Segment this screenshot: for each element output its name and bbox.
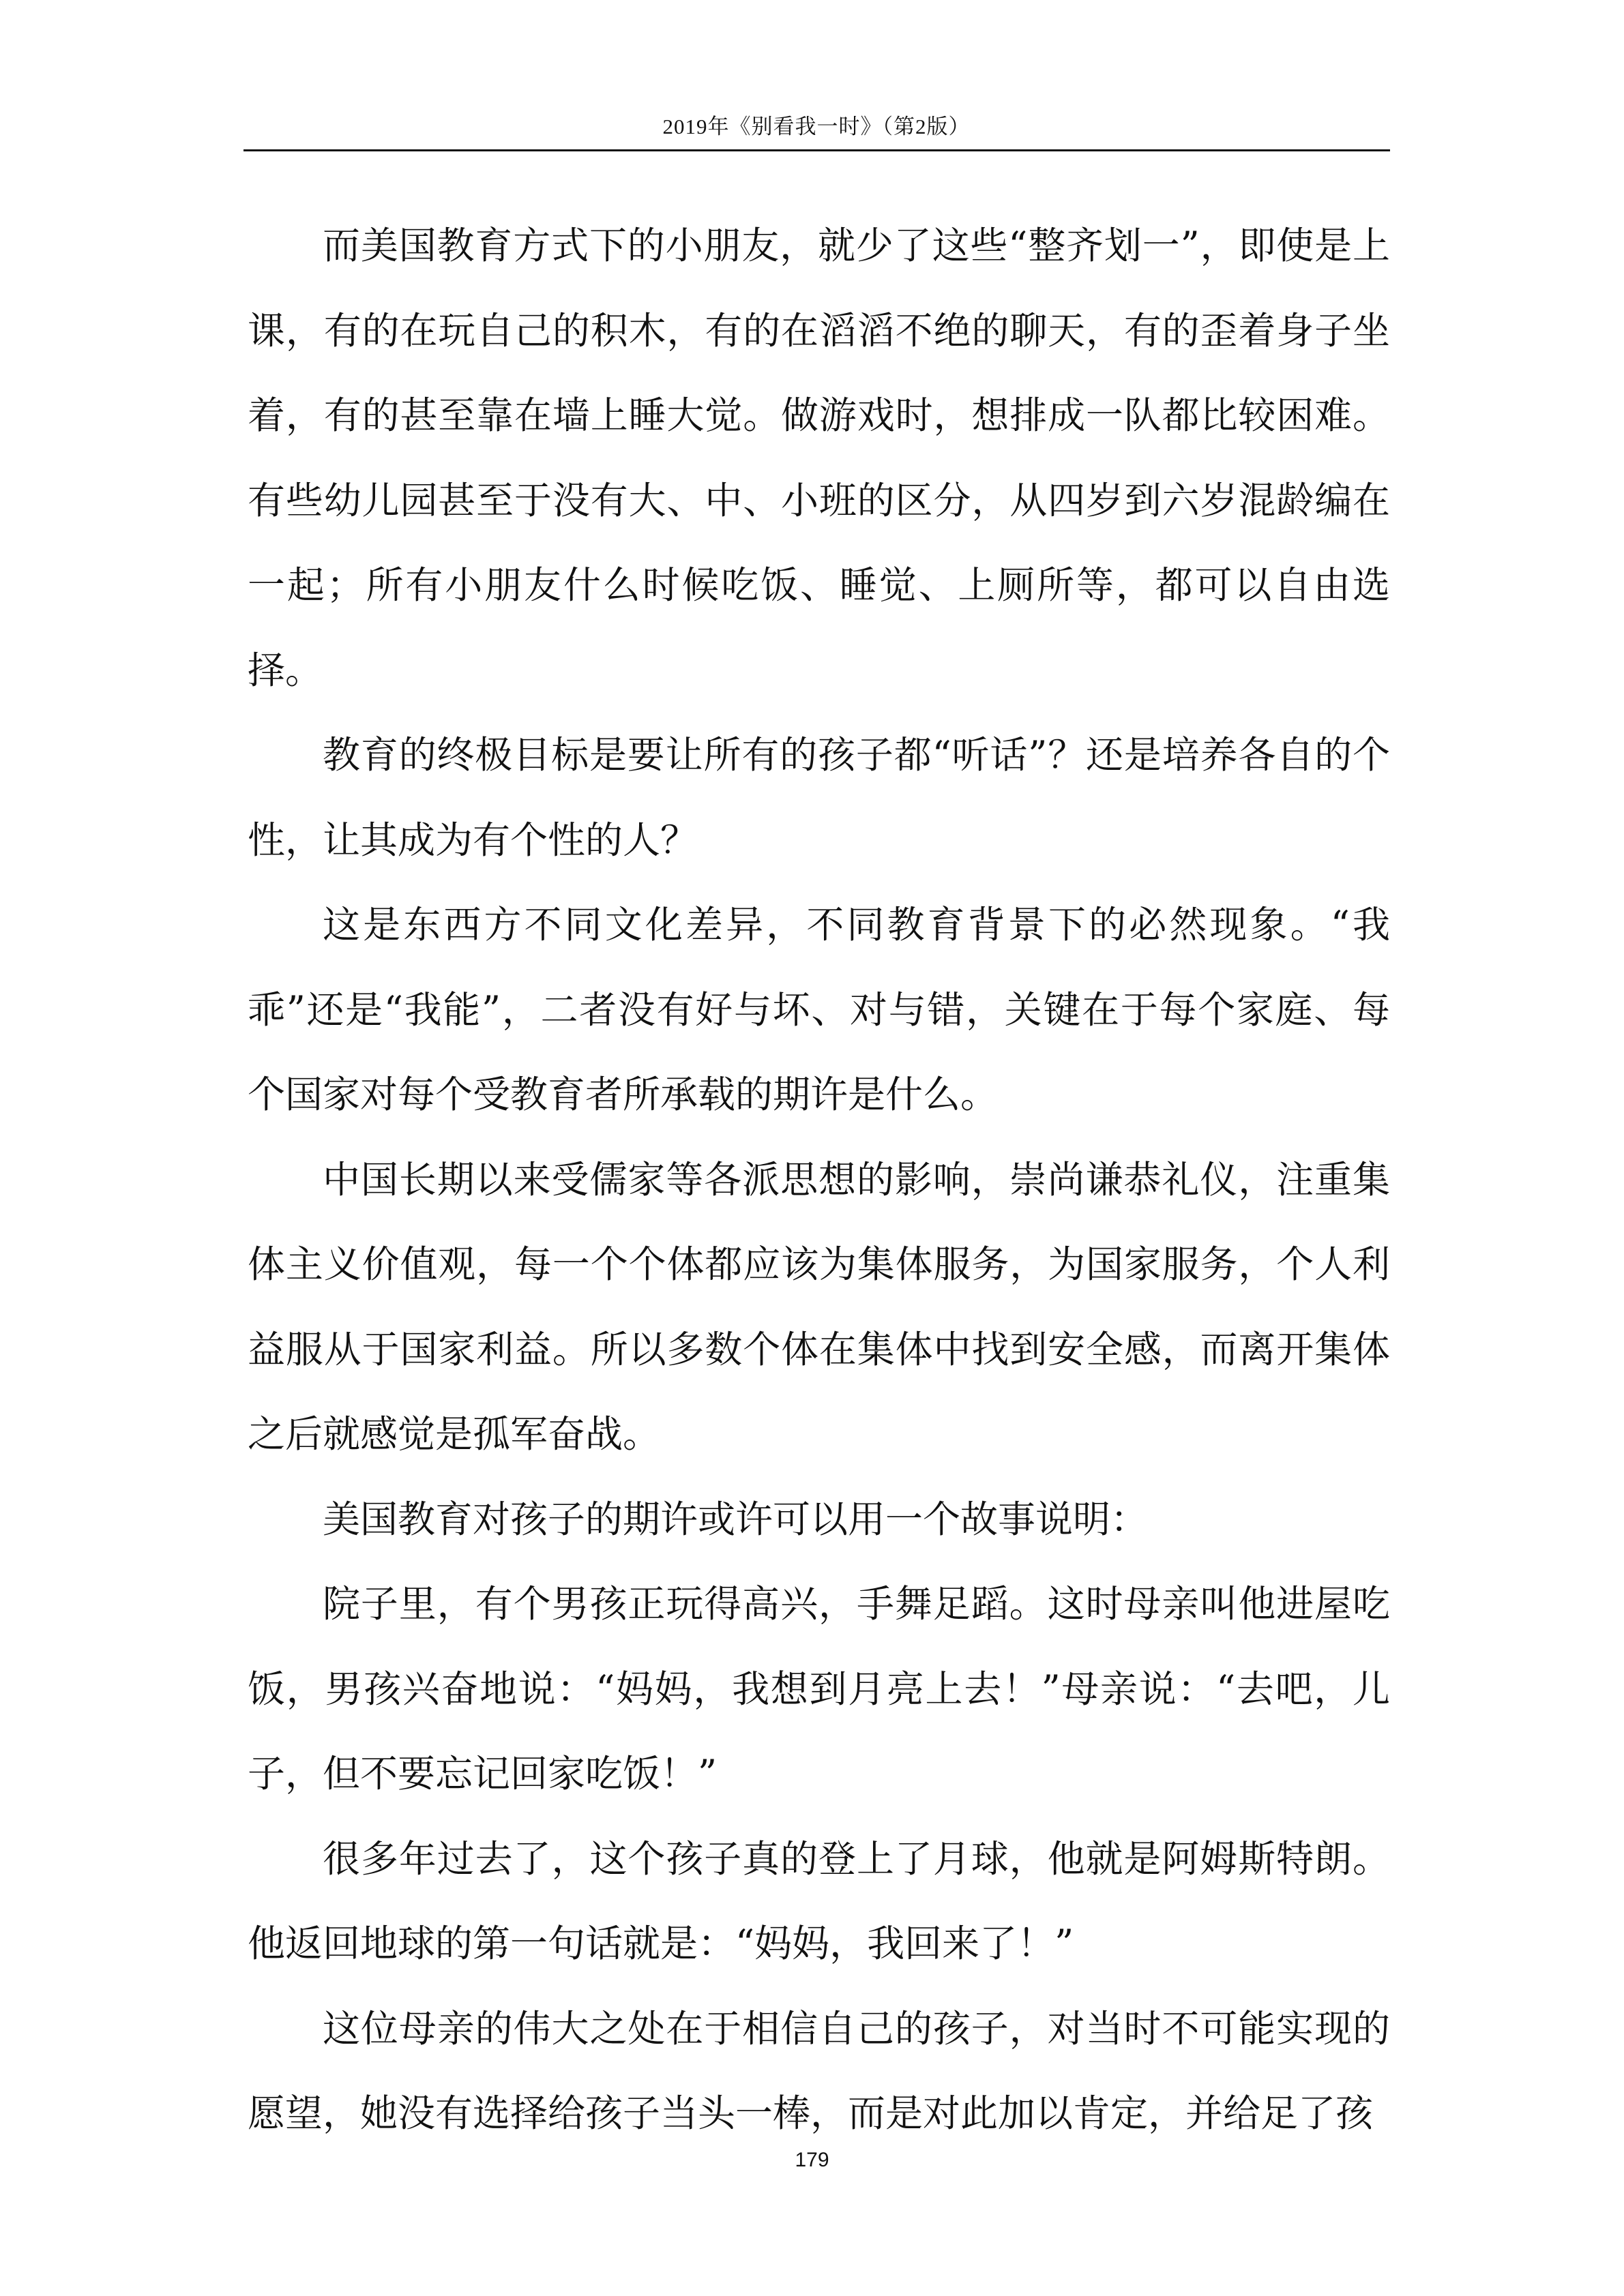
header-rule [243, 149, 1390, 151]
paragraph: 这是东西方不同文化差异，不同教育背景下的必然现象。“我乖”还是“我能”，二者没有好与坏、对与错，关键在于每个家庭、每个国家对每个受教育者所承载的期许是什么。 [248, 903, 1390, 1116]
paragraph: 很多年过去了，这个孩子真的登上了月球，他就是阿姆斯特朗。他返回地球的第一句话就是：“妈妈，我回来了！” [248, 1836, 1390, 1965]
paragraph: 院子里，有个男孩正玩得高兴，手舞足蹈。这时母亲叫他进屋吃饭，男孩兴奋地说：“妈妈，我想到月亮上去！”母亲说：“去吧，儿子，但不要忘记回家吃饭！” [248, 1582, 1390, 1795]
paragraph: 中国长期以来受儒家等各派思想的影响，崇尚谦恭礼仪，注重集体主义价值观，每一个个体都应该为集体服务，为国家服务，个人利益服从于国家利益。所以多数个体在集体中找到安全感，而离开集体之后就感觉是孤军奋战。 [248, 1157, 1390, 1456]
body-text [248, 203, 1390, 2156]
paragraph: 美国教育对孩子的期许或许可以用一个故事说明： [323, 1497, 1149, 1541]
paragraph: 教育的终极目标是要让所有的孩子都“听话”？还是培养各自的个性，让其成为有个性的人？ [248, 733, 1390, 862]
page-number: 179 [795, 2149, 829, 2171]
running-header: 2019年《别看我一时》（第2版） [662, 115, 971, 138]
paragraph: 而美国教育方式下的小朋友，就少了这些“整齐划一”，即使是上课，有的在玩自己的积木，有的在滔滔不绝的聊天，有的歪着身子坐着，有的甚至靠在墙上睡大觉。做游戏时，想排成一队都比较困难。有些幼儿园甚至于没有大、中、小班的区分，从四岁到六岁混龄编在一起；所有小朋友什么时候吃饭、睡觉、上厕所等，都可以自由选择。 [248, 224, 1390, 692]
paragraph: 这位母亲的伟大之处在于相信自己的孩子，对当时不可能实现的愿望，她没有选择给孩子当头一棒，而是对此加以肯定，并给足了孩 [248, 2006, 1390, 2135]
